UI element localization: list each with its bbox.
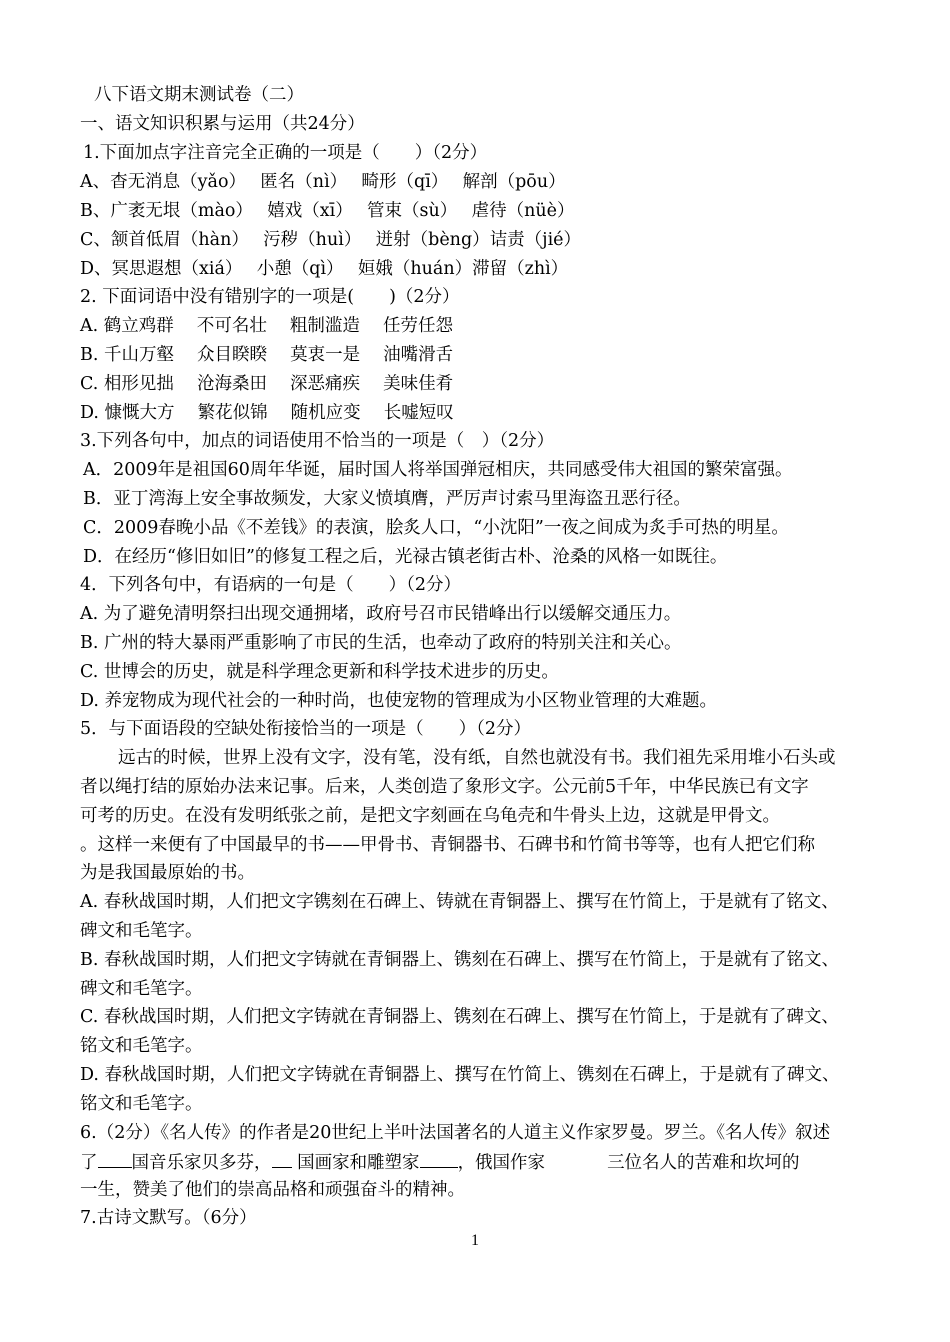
question-3-option-d: D．在经历“修旧如旧”的修复工程之后，光禄古镇老街古朴、沧桑的风格一如既往。 bbox=[83, 547, 728, 567]
question-2-option-d: D. 慷慨大方 繁花似锦 随机应变 长嘘短叹 bbox=[80, 403, 454, 423]
question-2-option-b: B. 千山万壑 众目睽睽 莫衷一是 油嘴滑舌 bbox=[80, 345, 454, 365]
question-5-option-a: A. 春秋战国时期，人们把文字镌刻在石碑上、铸就在青铜器上、撰写在竹简上，于是就有了铭文、 bbox=[80, 892, 839, 912]
question-2-option-a: A. 鹤立鸡群 不可名壮 粗制滥造 任劳任怨 bbox=[80, 316, 453, 336]
question-3-option-a: A．2009年是祖国60周年华诞，届时国人将举国弹冠相庆，共同感受伟大祖国的繁荣富强。 bbox=[83, 460, 793, 480]
question-7-stem: 7.古诗文默写。（6分） bbox=[80, 1208, 257, 1228]
question-2-stem: 2. 下面词语中没有错别字的一项是( )（2分） bbox=[80, 287, 460, 307]
question-4-stem: 4．下列各句中，有语病的一句是（ ）（2分） bbox=[80, 575, 462, 595]
q6-text: 国画家和雕塑家 bbox=[291, 1153, 420, 1173]
question-5-option-c: C. 春秋战国时期，人们把文字铸就在青铜器上、镌刻在石碑上、撰写在竹简上，于是就有了碑文、 bbox=[80, 1007, 839, 1027]
question-4-option-b: B. 广州的特大暴雨严重影响了市民的生活，也牵动了政府的特别关注和关心。 bbox=[80, 633, 682, 653]
question-5-option-d-cont: 铭文和毛笔字。 bbox=[80, 1094, 203, 1114]
question-3-option-c: C．2009春晚小品《不差钱》的表演，脍炙人口，“小沈阳”一夜之间成为炙手可热的明星。 bbox=[83, 518, 789, 538]
question-3-stem: 3.下列各句中，加点的词语使用不恰当的一项是（ ）（2分） bbox=[80, 431, 555, 451]
question-3-option-b: B．亚丁湾海上安全事故频发，大家义愤填膺，严厉声讨索马里海盗丑恶行径。 bbox=[83, 489, 691, 509]
answer-blank[interactable] bbox=[272, 1150, 292, 1168]
question-6-line-3: 一生，赞美了他们的崇高品格和顽强奋斗的精神。 bbox=[80, 1180, 465, 1200]
question-6-line-2 bbox=[80, 1150, 800, 1174]
answer-blank[interactable] bbox=[98, 1150, 132, 1168]
passage-line: 为是我国最原始的书。 bbox=[80, 863, 255, 883]
question-4-option-a: A. 为了避免清明祭扫出现交通拥堵，政府号召市民错峰出行以缓解交通压力。 bbox=[80, 604, 682, 624]
question-4-option-d: D. 养宠物成为现代社会的一种时尚，也使宠物的管理成为小区物业管理的大难题。 bbox=[80, 691, 718, 711]
passage-line: 者以绳打结的原始办法来记事。后来，人类创造了象形文字。公元前5千年，中华民族已有文字 bbox=[80, 777, 809, 797]
page-number: 1 bbox=[471, 1232, 479, 1249]
answer-blank[interactable] bbox=[420, 1150, 458, 1168]
q6-text: 了 bbox=[80, 1153, 98, 1173]
question-5-option-b-cont: 碑文和毛笔字。 bbox=[80, 979, 203, 999]
passage-line: 可考的历史。在没有发明纸张之前，是把文字刻画在乌龟壳和牛骨头上边，这就是甲骨文。 bbox=[80, 806, 780, 826]
section-heading: 一、语文知识积累与运用（共24分） bbox=[80, 114, 365, 134]
passage-line: 远古的时候，世界上没有文字，没有笔，没有纸，自然也就没有书。我们祖先采用堆小石头或 bbox=[118, 748, 836, 768]
question-1-option-d: D、冥思遐想（xiá） 小憩（qì） 姮娥（huán）滞留（zhì） bbox=[80, 259, 569, 279]
question-5-option-c-cont: 铭文和毛笔字。 bbox=[80, 1036, 203, 1056]
question-5-option-d: D. 春秋战国时期，人们把文字铸就在青铜器上、撰写在竹简上、镌刻在石碑上，于是就有了碑文、 bbox=[80, 1065, 840, 1085]
question-1-option-c: C、颔首低眉（hàn） 污秽（huì） 迸射（bèng）诘责（jié） bbox=[80, 230, 582, 250]
q6-text: 国音乐家贝多芬， bbox=[131, 1153, 272, 1173]
question-5-stem: 5．与下面语段的空缺处衔接恰当的一项是（ ）（2分） bbox=[80, 719, 532, 739]
passage-line: 。这样一来便有了中国最早的书——甲骨书、青铜器书、石碑书和竹简书等等，也有人把它们称 bbox=[80, 835, 815, 855]
question-1-option-a: A、杳无消息（yǎo） 匿名（nì） 畸形（qī） 解剖（pōu） bbox=[80, 172, 566, 192]
question-1-stem: 1.下面加点字注音完全正确的一项是（ ）（2分） bbox=[83, 143, 488, 163]
question-5-option-a-cont: 碑文和毛笔字。 bbox=[80, 921, 203, 941]
question-2-option-c: C. 相形见拙 沧海桑田 深恶痛疾 美味佳肴 bbox=[80, 374, 454, 394]
question-1-option-b: B、广袤无垠（mào） 嬉戏（xī） 管束（sù） 虐待（nüè） bbox=[80, 201, 575, 221]
page-title: 八下语文期末测试卷（二） bbox=[94, 85, 304, 105]
q6-text: 三位名人的苦难和坎坷的 bbox=[607, 1153, 800, 1173]
q6-text: ，俄国作家 bbox=[457, 1153, 546, 1173]
question-5-option-b: B. 春秋战国时期，人们把文字铸就在青铜器上、镌刻在石碑上、撰写在竹简上，于是就有了铭文、 bbox=[80, 950, 839, 970]
question-4-option-c: C. 世博会的历史，就是科学理念更新和科学技术进步的历史。 bbox=[80, 662, 559, 682]
question-6-line-1: 6.（2分）《名人传》的作者是20世纪上半叶法国著名的人道主义作家罗曼。罗兰。《名人传》叙述 bbox=[80, 1123, 831, 1143]
